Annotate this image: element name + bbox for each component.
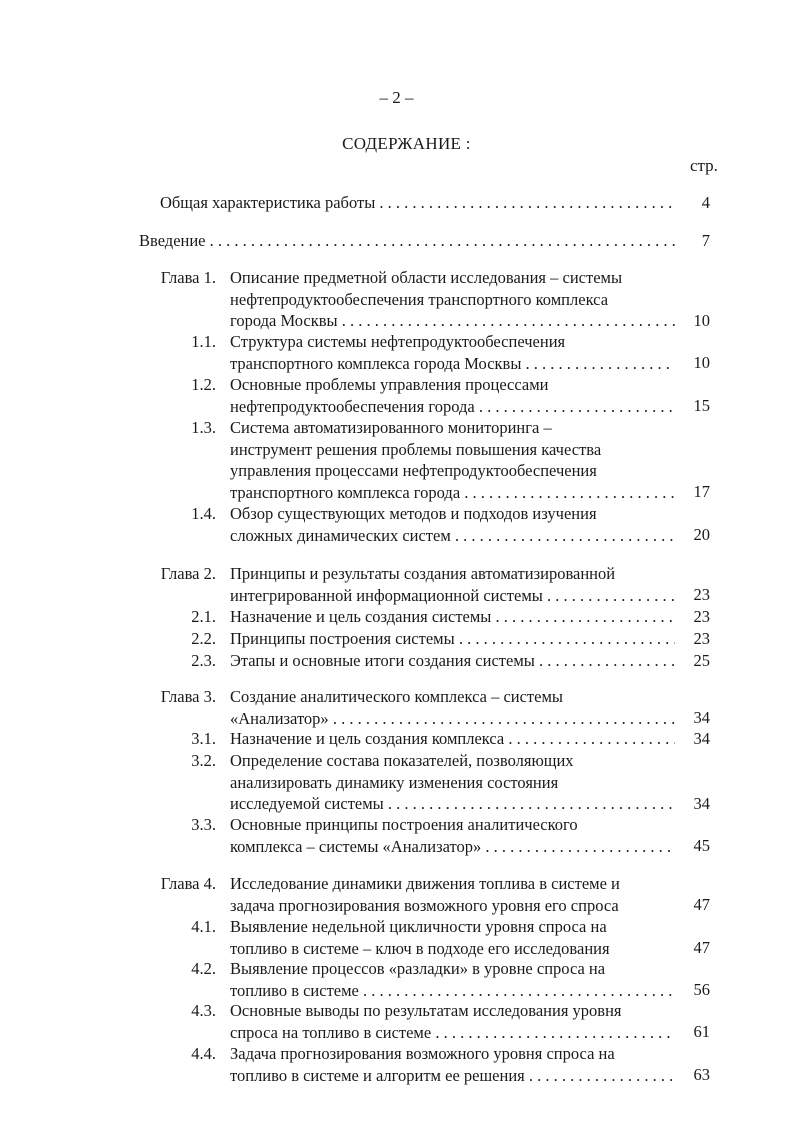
toc-entry-number: 1.4. xyxy=(191,504,216,523)
toc-entry-page: 34 xyxy=(693,729,710,748)
toc-entry-line: Выявление недельной цикличности уровня спроса на xyxy=(230,917,607,936)
toc-entry-line: задача прогнозирования возможного уровня его спроса xyxy=(230,895,619,915)
toc-entry-number: 1.2. xyxy=(191,375,216,394)
toc-entry-line: Создание аналитического комплекса – системы xyxy=(230,687,563,706)
toc-entry-page: 61 xyxy=(693,1022,710,1041)
toc-entry-number: Глава 2. xyxy=(160,564,216,583)
toc-entry-line: Основные принципы построения аналитического xyxy=(230,815,578,834)
toc-entry-page: 7 xyxy=(701,231,710,250)
toc-entry-line: анализировать динамику изменения состояния xyxy=(230,772,559,792)
toc-entry-page: 10 xyxy=(693,311,710,330)
toc-entry-line: инструмент решения проблемы повышения качества xyxy=(230,439,602,459)
toc-entry-line: Обзор существующих методов и подходов изучения xyxy=(230,504,597,523)
toc-entry-line: транспортного комплекса города Москвы . . . xyxy=(230,353,675,375)
toc-entry-line: сложных динамических систем . . . xyxy=(230,525,675,547)
toc-entry-line: исследуемой системы . . . xyxy=(230,793,675,815)
pages-column-label: стр. xyxy=(690,156,718,175)
toc-entry-page: 25 xyxy=(693,651,710,670)
toc-entry-line: Принципы и результаты создания автоматизированной xyxy=(230,564,616,583)
toc-entry-page: 63 xyxy=(693,1065,710,1084)
toc-entry-line: «Анализатор» . . . xyxy=(230,708,675,730)
page-number: – 2 – xyxy=(379,88,414,107)
toc-entry-number: 3.2. xyxy=(191,751,216,770)
toc-entry-number: 4.1. xyxy=(191,917,216,936)
toc-entry-number: 4.3. xyxy=(191,1001,216,1020)
toc-entry-number: Глава 4. xyxy=(160,874,216,893)
toc-entry-line: города Москвы . . . xyxy=(230,310,675,332)
toc-entry-text: Общая характеристика работы . . . xyxy=(160,192,675,214)
toc-entry-page: 34 xyxy=(693,708,710,727)
toc-entry-line: Этапы и основные итоги создания системы . . . xyxy=(230,650,675,672)
toc-entry-page: 23 xyxy=(693,585,710,604)
toc-entry-line: Выявление процессов «разладки» в уровне спроса на xyxy=(230,959,606,978)
toc-entry-line: спроса на топливо в системе . . . xyxy=(230,1022,675,1044)
toc-entry-line: Назначение и цель создания комплекса . . . xyxy=(230,728,675,750)
toc-entry-line: Определение состава показателей, позволяющих xyxy=(230,751,574,770)
toc-entry-number: 2.1. xyxy=(191,607,216,626)
toc-entry-line: Основные проблемы управления процессами xyxy=(230,375,549,394)
toc-entry-number: 1.1. xyxy=(191,332,216,351)
toc-entry-line: Основные выводы по результатам исследования уровня xyxy=(230,1001,622,1020)
toc-entry-page: 47 xyxy=(693,895,710,914)
toc-entry-line: топливо в системе . . . xyxy=(230,980,675,1002)
toc-entry-number: 4.2. xyxy=(191,959,216,978)
toc-entry-page: 15 xyxy=(693,396,710,415)
toc-entry-number: 3.3. xyxy=(191,815,216,834)
toc-entry-line: Принципы построения системы . . . xyxy=(230,628,675,650)
toc-entry-page: 45 xyxy=(693,836,710,855)
toc-entry-number: Глава 3. xyxy=(160,687,216,706)
toc-entry-number: Глава 1. xyxy=(160,268,216,287)
toc-entry-line: интегрированной информационной системы . . . xyxy=(230,585,675,607)
toc-entry-line: нефтепродуктообеспечения города . . . xyxy=(230,396,675,418)
toc-entry-page: 10 xyxy=(693,353,710,372)
toc-entry-number: 2.2. xyxy=(191,629,216,648)
toc-entry-page: 4 xyxy=(701,193,710,212)
toc-entry-line: Структура системы нефтепродуктообеспечения xyxy=(230,332,566,351)
toc-entry-line: Исследование динамики движения топлива в системе и xyxy=(230,874,620,893)
toc-entry-line: Назначение и цель создания системы . . . xyxy=(230,606,675,628)
toc-entry-number: 1.3. xyxy=(191,418,216,437)
toc-entry-number: 3.1. xyxy=(191,729,216,748)
toc-entry-line: топливо в системе – ключ в подходе его исследования xyxy=(230,938,610,958)
toc-entry-line: Задача прогнозирования возможного уровня спроса на xyxy=(230,1044,615,1063)
toc-entry-line: управления процессами нефтепродуктообеспечения xyxy=(230,461,597,480)
toc-entry-line: нефтепродуктообеспечения транспортного комплекса xyxy=(230,289,609,309)
toc-entry-number: 4.4. xyxy=(191,1044,216,1063)
toc-entry-page: 56 xyxy=(693,980,710,999)
toc-entry-line: комплекса – системы «Анализатор» . . . xyxy=(230,836,675,858)
toc-entry-line: Система автоматизированного мониторинга – xyxy=(230,418,552,437)
toc-entry-line: топливо в системе и алгоритм ее решения . . . xyxy=(230,1065,675,1087)
toc-entry-line: транспортного комплекса города . . . xyxy=(230,482,675,504)
toc-entry-number: 2.3. xyxy=(191,651,216,670)
toc-entry-page: 47 xyxy=(693,938,710,957)
toc-entry-page: 23 xyxy=(693,629,710,648)
toc-entry-page: 23 xyxy=(693,607,710,626)
toc-entry-page: 34 xyxy=(693,794,710,813)
toc-entry-line: Описание предметной области исследования – системы xyxy=(230,268,623,287)
toc-entry-text: Введение . . . xyxy=(139,230,675,252)
toc-title: СОДЕРЖАНИЕ : xyxy=(342,134,471,153)
toc-entry-page: 20 xyxy=(693,525,710,544)
toc-entry-page: 17 xyxy=(693,482,710,501)
